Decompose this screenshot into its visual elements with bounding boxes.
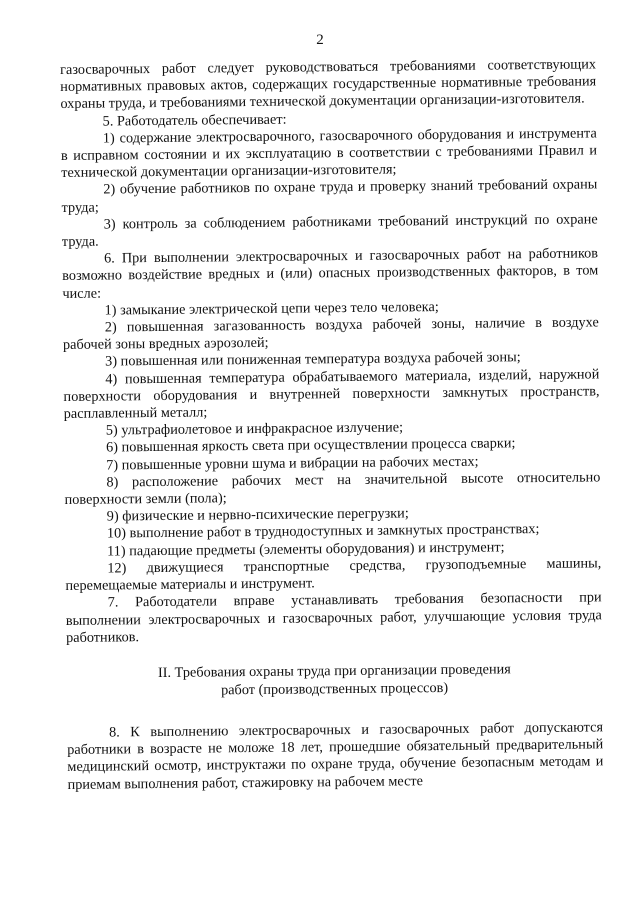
paragraph: 5. Работодатель обеспечивает: xyxy=(102,111,287,130)
section-heading-line: II. Требования охраны труда при организации проведения xyxy=(157,661,511,681)
list-item: 11) падающие предметы (элементы оборудования) и инструмент; xyxy=(107,539,505,560)
page-number: 2 xyxy=(316,32,324,48)
list-item: 8) расположение рабочих мест на значительной высоте относительно поверхности земли (пола); xyxy=(64,469,601,509)
list-item: 5) ультрафиолетовое и инфракрасное излучение; xyxy=(105,419,404,439)
list-item: 9) физические и нервно-психические перегрузки; xyxy=(106,505,409,525)
list-item: 2) обучение работников по охране труда и проверку знаний требований охраны труда; xyxy=(61,176,598,216)
list-item: 3) повышенная или пониженная температура воздуха рабочей зоны; xyxy=(105,349,521,370)
list-item: 12) движущиеся транспортные средства, грузоподъемные машины, перемещаемые материалы и инструмент. xyxy=(65,555,602,595)
list-item: 1) содержание электросварочного, газосварочного оборудования и инструмента в исправном состоянии и их эксплуатацию в соответствии с требованиями Правил и технической документации организации-изготовителя; xyxy=(60,125,598,182)
list-item: 7) повышенные уровни шума и вибрации на рабочих местах; xyxy=(106,453,479,474)
list-item: 2) повышенная загазованность воздуха рабочей зоны, наличие в воздухе рабочей зоны вредных аэрозолей; xyxy=(62,314,599,354)
section-heading xyxy=(66,659,602,701)
list-item: 1) замыкание электрической цепи через тело человека; xyxy=(104,298,439,319)
paragraph: газосварочных работ следует руководствоваться требованиями соответствующих нормативных правовых актов, содержащих государственные нормативные требования охраны труда, и требованиями технической документации организации-изготовителя. xyxy=(60,56,597,113)
list-item: 10) выполнение работ в труднодоступных и замкнутых пространствах; xyxy=(106,521,540,543)
document-body xyxy=(60,56,604,793)
list-item: 4) повышенная температура обрабатываемого материала, изделий, наружной поверхности оборудования и внутренней поверхности замкнутых пространств, расплавленный металл; xyxy=(63,366,600,423)
section-heading-line: работ (производственных процессов) xyxy=(220,679,449,699)
paragraph: 7. Работодатели вправе устанавливать требования безопасности при выполнении электросварочных и газосварочных работ, улучшающие условия труда работников. xyxy=(65,589,602,646)
paragraph: 6. При выполнении электросварочных и газосварочных работ на работников возможно воздействие вредных и (или) опасных производственных факторов, в том числе: xyxy=(62,245,599,302)
list-item: 6) повышенная яркость света при осуществлении процесса сварки; xyxy=(105,435,516,457)
paragraph: 8. К выполнению электросварочных и газосварочных работ допускаются работники в возрасте не моложе 18 лет, прошедшие обязательный предварительный медицинский осмотр, инструктажи по охране труда, обучение безопасным методам и приемам выполнения работ, стажировку на рабочем месте xyxy=(67,719,604,793)
list-item: 3) контроль за соблюдением работниками требований инструкций по охране труда. xyxy=(61,211,598,251)
